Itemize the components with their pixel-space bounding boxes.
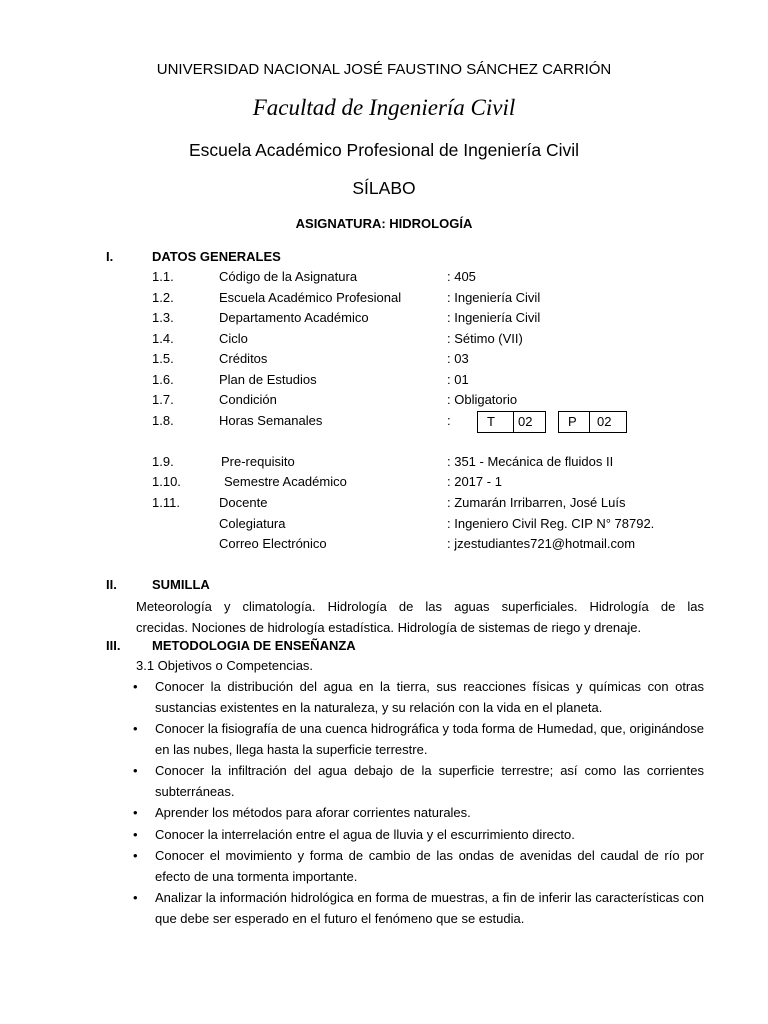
bullet-icon: •: [133, 679, 138, 694]
bullet-icon: •: [133, 763, 138, 778]
practice-label: P: [568, 414, 577, 429]
list-item: [133, 761, 704, 802]
section-1-title: DATOS GENERALES: [152, 249, 281, 264]
row-value: : Obligatorio: [447, 392, 518, 407]
row-label: Código de la Asignatura: [219, 269, 358, 284]
practice-hours-box: [558, 411, 627, 433]
section-3-number: III.: [106, 638, 121, 653]
row-value: : Ingeniero Civil Reg. CIP N° 78792.: [447, 516, 655, 531]
faculty-title: Facultad de Ingeniería Civil: [252, 95, 516, 120]
list-item-text: Analizar la información hidrológica en forma de muestras, a fin de inferir las características con que debe ser esperado en el futuro el fenómeno que se estudia.: [155, 890, 704, 926]
summary-line-1: Meteorología y climatología. Hidrología de las aguas superficiales. Hidrología de las: [136, 599, 704, 614]
row-label: Plan de Estudios: [219, 372, 317, 387]
theory-hours-box: [477, 411, 546, 433]
row-value: :: [447, 413, 451, 428]
list-item-text: Conocer la interrelación entre el agua de lluvia y el escurrimiento directo.: [155, 826, 575, 842]
row-label: Departamento Académico: [219, 310, 369, 325]
list-item: [133, 825, 704, 846]
row-number: 1.11.: [152, 495, 180, 510]
row-value: : Ingeniería Civil: [447, 310, 541, 325]
row-value: : 405: [447, 269, 476, 284]
row-value: : 2017 - 1: [447, 474, 502, 489]
list-item-text: Conocer la distribución del agua en la tierra, sus reacciones físicas y químicas con otras sustancias existentes en la naturaleza, y su relación con la vida en el planeta.: [155, 679, 704, 715]
subject-title: ASIGNATURA: HIDROLOGÍA: [295, 216, 473, 231]
list-item: [133, 719, 704, 760]
list-item: [133, 803, 704, 824]
row-number: 1.5.: [152, 351, 174, 366]
row-label: Horas Semanales: [219, 413, 323, 428]
row-value: : jzestudiantes721@hotmail.com: [447, 536, 636, 551]
section-3-title: METODOLOGIA DE ENSEÑANZA: [152, 638, 356, 653]
row-label: Pre-requisito: [221, 454, 295, 469]
theory-label: T: [487, 414, 495, 429]
row-number: 1.9.: [152, 454, 174, 469]
list-item: [133, 846, 704, 887]
list-item-text: Conocer la infiltración del agua debajo de la superficie terrestre; así como las corrientes subterráneas.: [155, 763, 704, 799]
row-value: : Sétimo (VII): [447, 331, 523, 346]
bullet-icon: •: [133, 721, 138, 736]
row-number: 1.3.: [152, 310, 174, 325]
row-label: Semestre Académico: [224, 474, 347, 489]
section-1-number: I.: [106, 249, 114, 264]
row-label: Condición: [219, 392, 277, 407]
objectives-list: [133, 677, 704, 930]
bullet-icon: •: [133, 848, 138, 863]
university-name: UNIVERSIDAD NACIONAL JOSÉ FAUSTINO SÁNCHEZ CARRIÓN: [156, 61, 612, 78]
summary-line-2: crecidas. Nociones de hidrología estadística. Hidrología de sistemas de riego y drenaje.: [136, 620, 642, 635]
row-number: 1.8.: [152, 413, 174, 428]
row-number: 1.1.: [152, 269, 174, 284]
row-value: : 03: [447, 351, 469, 366]
row-value: : Zumarán Irribarren, José Luís: [447, 495, 626, 510]
practice-hours-value: 02: [589, 412, 627, 432]
row-value: : 01: [447, 372, 469, 387]
school-title: Escuela Académico Profesional de Ingeniería Civil: [188, 140, 580, 160]
row-number: 1.10.: [152, 474, 181, 489]
objectives-subtitle: 3.1 Objetivos o Competencias.: [136, 658, 314, 673]
row-label: Ciclo: [219, 331, 248, 346]
row-number: 1.6.: [152, 372, 174, 387]
row-label: Colegiatura: [219, 516, 286, 531]
document-type: SÍLABO: [352, 178, 416, 198]
bullet-icon: •: [133, 826, 138, 842]
row-label: Escuela Académico Profesional: [219, 290, 402, 305]
list-item-text: Conocer el movimiento y forma de cambio de las ondas de avenidas del caudal de río por efecto de una tormenta importante.: [155, 848, 704, 884]
summary-paragraph: [136, 596, 704, 638]
bullet-icon: •: [133, 805, 138, 820]
section-2-title: SUMILLA: [152, 577, 210, 592]
list-item-text: Conocer la fisiografía de una cuenca hidrográfica y toda forma de Humedad, que, originándose en las nubes, llega hasta la superficie terrestre.: [155, 721, 704, 757]
row-value: : 351 - Mecánica de fluidos II: [447, 454, 614, 469]
row-number: 1.2.: [152, 290, 174, 305]
row-value: : Ingeniería Civil: [447, 290, 541, 305]
list-item: [133, 888, 704, 929]
theory-hours-value: 02: [513, 412, 546, 432]
list-item: [133, 677, 704, 718]
row-number: 1.7.: [152, 392, 174, 407]
row-label: Correo Electrónico: [219, 536, 327, 551]
row-number: 1.4.: [152, 331, 174, 346]
bullet-icon: •: [133, 890, 138, 905]
list-item-text: Aprender los métodos para aforar corrientes naturales.: [155, 805, 471, 820]
row-label: Docente: [219, 495, 268, 510]
section-2-number: II.: [106, 577, 117, 592]
row-label: Créditos: [219, 351, 268, 366]
